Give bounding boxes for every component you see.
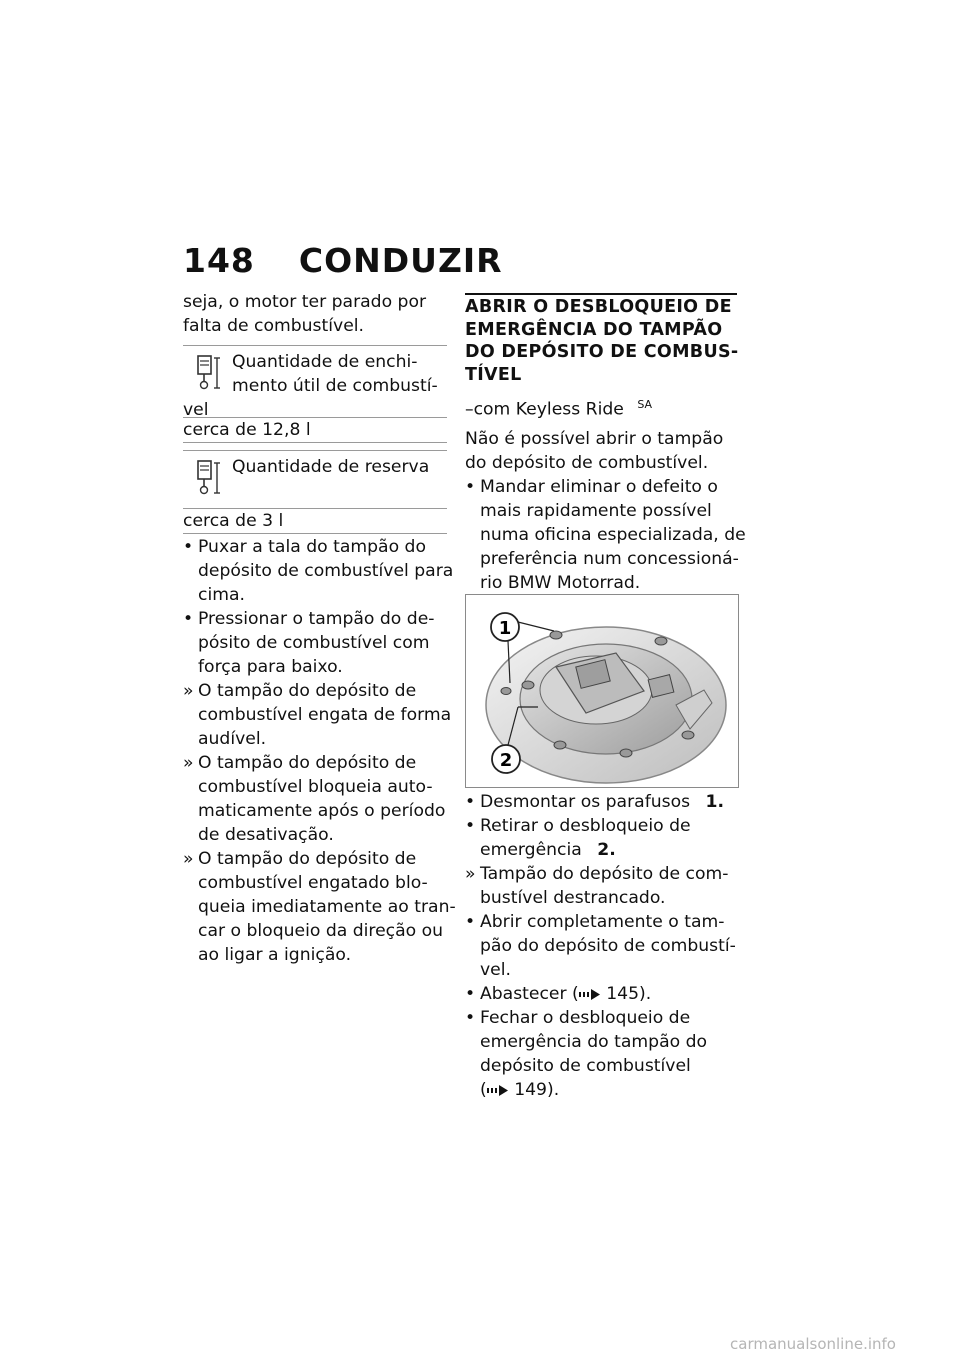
page-reference-arrow-icon — [487, 1085, 509, 1096]
page-reference[interactable]: 149 — [514, 1080, 547, 1100]
result-item: » O tampão do depósito de combustível bloqueia auto- maticamente após o período de desativação. — [183, 753, 446, 845]
intro-paragraph: Não é possível abrir o tampão do depósito de combustível. • Mandar eliminar o defeito o mais rapidamente possível numa oficina especializada, de preferência num concessioná- rio BMW Motorrad. — [465, 429, 746, 593]
result-item: » O tampão do depósito de combustível engatado blo- queia imediatamente ao tran- car o bloqueio da direção ou ao ligar a ignição. — [183, 849, 456, 965]
svg-text:2: 2 — [499, 750, 513, 771]
list-item: • Mandar eliminar o defeito o mais rapidamente possível numa oficina especializada, de preferência num concessioná- rio BMW Motorrad. — [465, 477, 746, 593]
fuel-cap-illustration — [466, 595, 738, 787]
intro-paragraph: seja, o motor ter parado por falta de combustível. — [183, 292, 427, 336]
page-header — [183, 241, 503, 280]
instruction-list — [465, 790, 740, 1102]
section-title: ABRIR O DESBLOQUEIO DE EMERGÊNCIA DO TAMPÃO DO DEPÓSITO DE COMBUS- TÍVEL — [465, 297, 739, 385]
variant-note: –com Keyless Ride $^{SA}$ — [465, 398, 653, 420]
result-item: » O tampão do depósito de combustível engata de forma audível. — [183, 681, 452, 749]
fuel-pump-icon — [197, 459, 223, 495]
page-reference[interactable]: 145 — [606, 984, 640, 1004]
list-item: • Fechar o desbloqueio de emergência do tampão do depósito de combustível ( 149). — [465, 1008, 708, 1100]
section-rule — [465, 293, 737, 295]
list-item: • Retirar o desbloqueio de emergência 2. — [465, 816, 691, 860]
svg-text:1: 1 — [498, 618, 512, 639]
list-item: • Abastecer ( 145). — [465, 984, 652, 1004]
result-item: » Tampão do depósito de com- bustível destrancado. — [465, 864, 729, 908]
list-item: • Pressionar o tampão do de- pósito de combustível com força para baixo. — [183, 609, 435, 677]
page-number: 148 — [183, 241, 255, 280]
spec-value: cerca de 12,8 l — [183, 417, 447, 442]
instruction-list — [183, 535, 456, 967]
sa-tag: SA — [637, 398, 653, 411]
spec-reserve: Quantidade de reserva cerca de 3 l — [183, 450, 447, 534]
watermark: carmanualsonline.info — [730, 1335, 896, 1353]
list-item: • Puxar a tala do tampão do depósito de combustível para cima. — [183, 537, 454, 605]
spec-tank-capacity: Quantidade de enchi- mento útil de combustí- vel cerca de 12,8 l — [183, 345, 447, 443]
fuel-pump-icon — [197, 354, 223, 390]
list-item: • Desmontar os parafusos 1. — [465, 792, 725, 812]
page-reference-arrow-icon — [579, 989, 601, 1000]
list-item: • Abrir completamente o tam- pão do depósito de combustí- vel. — [465, 912, 736, 980]
chapter-title: CONDUZIR — [298, 241, 503, 280]
fuel-cap-figure — [465, 594, 739, 788]
spec-value: cerca de 3 l — [183, 508, 447, 533]
